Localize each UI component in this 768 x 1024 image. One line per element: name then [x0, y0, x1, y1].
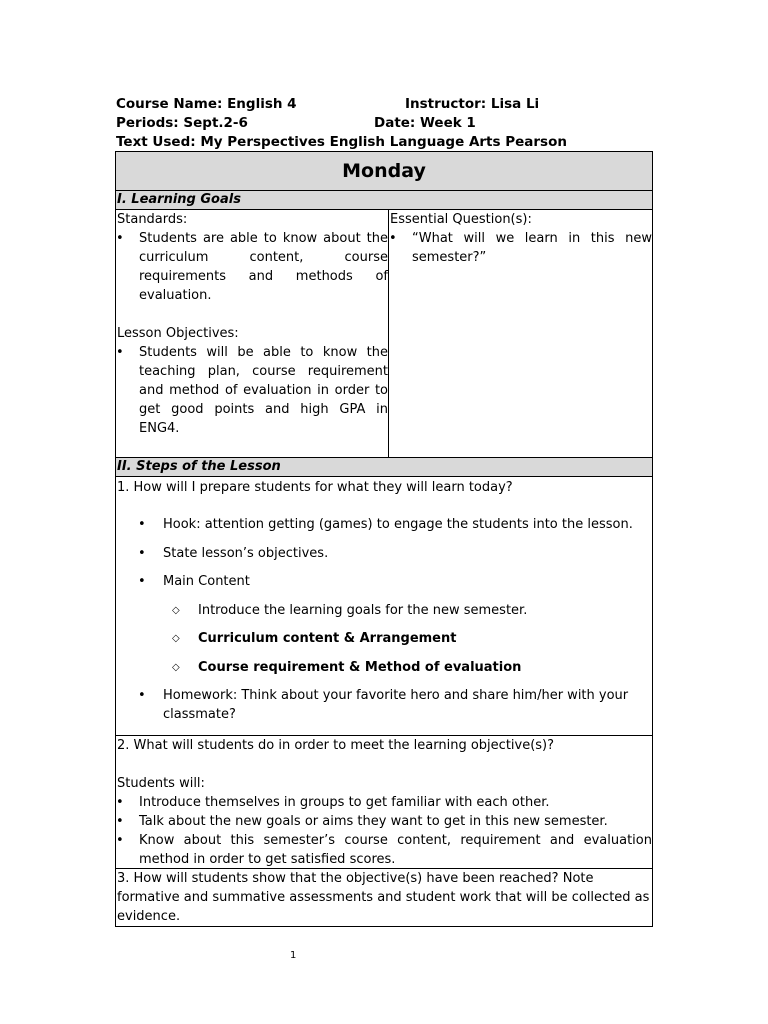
learning-goals-heading: I. Learning Goals	[116, 191, 652, 210]
preparation-list	[116, 515, 652, 724]
list-item: • Talk about the new goals or aims they want to get in this new semester.	[116, 812, 652, 831]
objectives-label: Lesson Objectives:	[117, 326, 239, 341]
standards-label: Standards:	[117, 212, 188, 227]
standards-column	[116, 210, 389, 457]
list-item-hook: • Hook: attention getting (games) to engage the students into the lesson.	[116, 515, 652, 534]
document-header	[116, 95, 656, 152]
lesson-plan-table	[115, 151, 653, 927]
list-item-homework: • Homework: Think about your favorite hero and share him/her with your classmate?	[116, 686, 652, 724]
date: Date: Week 1	[374, 115, 476, 131]
steps-question-3	[116, 869, 652, 926]
sub-item-curriculum: ◇ Curriculum content & Arrangement	[116, 629, 652, 648]
objectives-list	[116, 343, 388, 438]
list-item: • Introduce themselves in groups to get familiar with each other.	[116, 793, 652, 812]
students-will-list	[116, 793, 652, 869]
header-row-2	[116, 114, 656, 133]
learning-goals-section	[116, 210, 652, 458]
text-used: Text Used: My Perspectives English Language Arts Pearson	[116, 134, 567, 150]
steps-heading: II. Steps of the Lesson	[116, 458, 652, 477]
students-will-label: Students will:	[117, 776, 205, 791]
list-item: • Students will be able to know the teaching plan, course requirement and method of evaluation in order to get good points and high GPA in ENG4.	[116, 343, 388, 438]
list-item: • “What will we learn in this new semester?”	[389, 229, 652, 267]
day-title: Monday	[116, 152, 652, 191]
list-item: • Students are able to know about the curriculum content, course requirements and methods of evaluation.	[116, 229, 388, 305]
steps-question-1	[116, 477, 652, 736]
page-number: 1	[290, 950, 297, 961]
steps-question-2	[116, 736, 652, 869]
instructor: Instructor: Lisa Li	[405, 96, 540, 112]
header-row-3	[116, 133, 656, 152]
course-name: Course Name: English 4	[116, 96, 297, 112]
list-item: • Know about this semester’s course content, requirement and evaluation method in order to get satisfied scores.	[116, 831, 652, 869]
standards-list	[116, 229, 388, 305]
periods: Periods: Sept.2-6	[116, 115, 248, 131]
question-2: 2. What will students do in order to meet the learning objective(s)?	[117, 738, 555, 753]
essential-questions-column	[389, 210, 652, 457]
sub-item-goals: ◇ Introduce the learning goals for the new semester.	[116, 601, 652, 620]
list-item-state: • State lesson’s objectives.	[116, 544, 652, 563]
question-3: 3. How will students show that the objective(s) have been reached? Note formative and summative assessments and student work that will be collected as evidence.	[117, 871, 650, 924]
list-item-main: • Main Content	[116, 572, 652, 591]
essential-list	[389, 229, 652, 267]
question-1: 1. How will I prepare students for what they will learn today?	[117, 480, 513, 495]
sub-item-requirement: ◇ Course requirement & Method of evaluation	[116, 658, 652, 677]
essential-label: Essential Question(s):	[390, 212, 532, 227]
header-row-1	[116, 95, 656, 114]
